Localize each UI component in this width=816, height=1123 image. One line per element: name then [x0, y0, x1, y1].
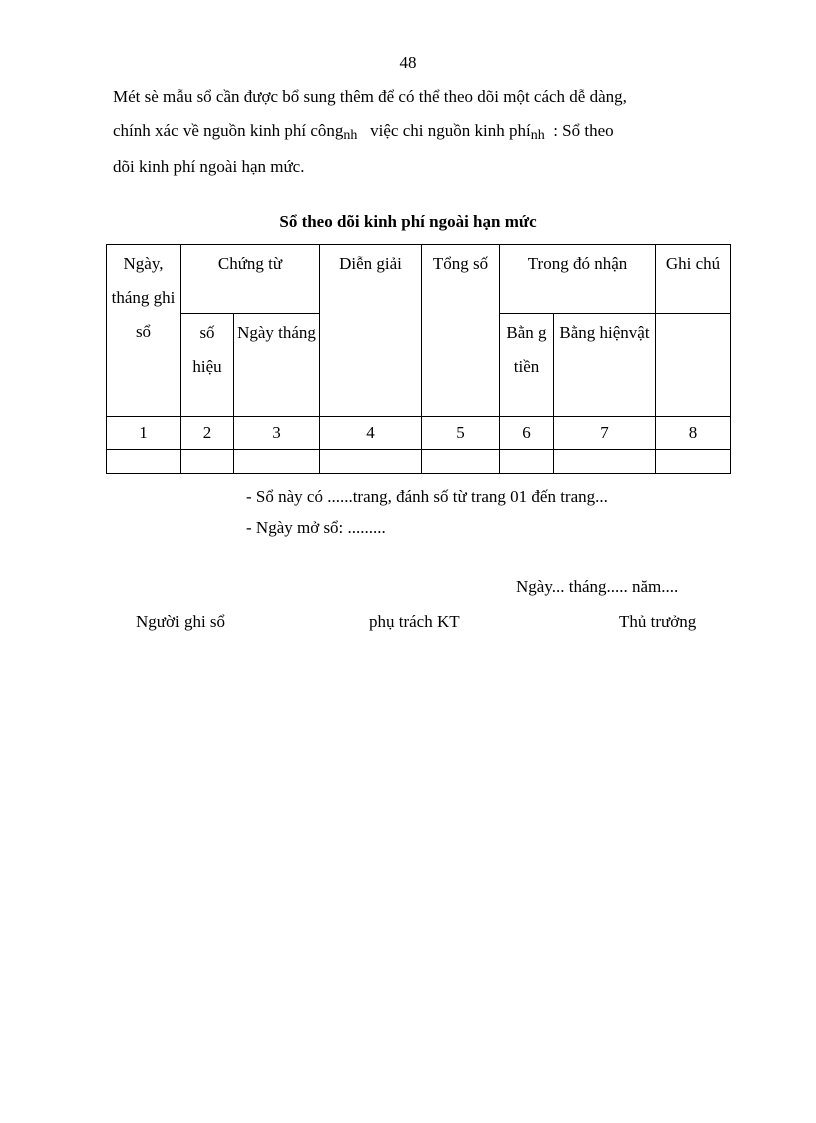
column-number: 3: [234, 417, 320, 450]
intro-line-1: Mét sè mẫu sổ cần được bổ sung thêm để có thể theo dõi một cách dễ dàng,: [113, 87, 627, 106]
signature-head: Thủ trưởng: [619, 612, 697, 631]
header-ghi-chu: Ghi chú: [656, 245, 731, 314]
date-line: Ngày... tháng..... năm....: [516, 577, 679, 596]
header-ngay-thang: Ngày, tháng ghi sổ: [107, 245, 181, 417]
header-so-hieu: số hiệu: [181, 314, 234, 417]
header-ngay-thang-ct: Ngày tháng: [234, 314, 320, 417]
column-number: 8: [656, 417, 731, 450]
intro-line-2-part-b: việc chi nguồn kinh phí: [370, 121, 531, 140]
column-number: 4: [320, 417, 422, 450]
page-number: 48: [399, 53, 417, 72]
header-trong-do-nhan: Trong đó nhận: [500, 245, 656, 314]
intro-line-3: dõi kinh phí ngoài hạn mức.: [113, 157, 305, 176]
column-number: 6: [500, 417, 554, 450]
header-dien-giai: Diễn giải: [320, 245, 422, 417]
intro-line-2-part-c: : Sổ theo: [553, 121, 614, 140]
signature-accountant: phụ trách KT: [369, 612, 460, 631]
note-page-count: - Sổ này có ......trang, đánh số từ trang 01 đến trang...: [246, 487, 608, 506]
note-open-date: - Ngày mở sổ: .........: [246, 518, 386, 537]
empty-cell: [320, 450, 422, 474]
empty-cell: [554, 450, 656, 474]
column-number: 1: [107, 417, 181, 450]
subscript-nh: nh: [343, 128, 358, 143]
header-bang-hien-vat: Bằng hiệnvật: [554, 314, 656, 417]
empty-cell: [656, 450, 731, 474]
intro-paragraph: [113, 80, 713, 184]
empty-cell: [500, 450, 554, 474]
header-tong-so: Tổng số: [422, 245, 500, 417]
header-bang-tien: Bằn g tiền: [500, 314, 554, 417]
notes: [246, 481, 608, 543]
empty-entry-row: [107, 450, 731, 474]
empty-cell: [422, 450, 500, 474]
intro-line-2: [113, 114, 713, 150]
signature-recorder: Người ghi sổ: [136, 612, 226, 631]
column-number-row: [107, 417, 731, 450]
column-number: 2: [181, 417, 234, 450]
empty-cell: [107, 450, 181, 474]
empty-cell: [234, 450, 320, 474]
header-chung-tu: Chứng từ: [181, 245, 320, 314]
empty-cell: [181, 450, 234, 474]
header-ghi-chu-empty: [656, 314, 731, 417]
ledger-table: [106, 244, 731, 474]
table-title: Sổ theo dõi kinh phí ngoài hạn mức: [279, 212, 537, 231]
intro-line-2-part-a: chính xác về nguồn kinh phí công: [113, 121, 344, 140]
header-row-1: [107, 245, 731, 314]
subscript-nh: nh: [530, 128, 545, 143]
column-number: 7: [554, 417, 656, 450]
column-number: 5: [422, 417, 500, 450]
